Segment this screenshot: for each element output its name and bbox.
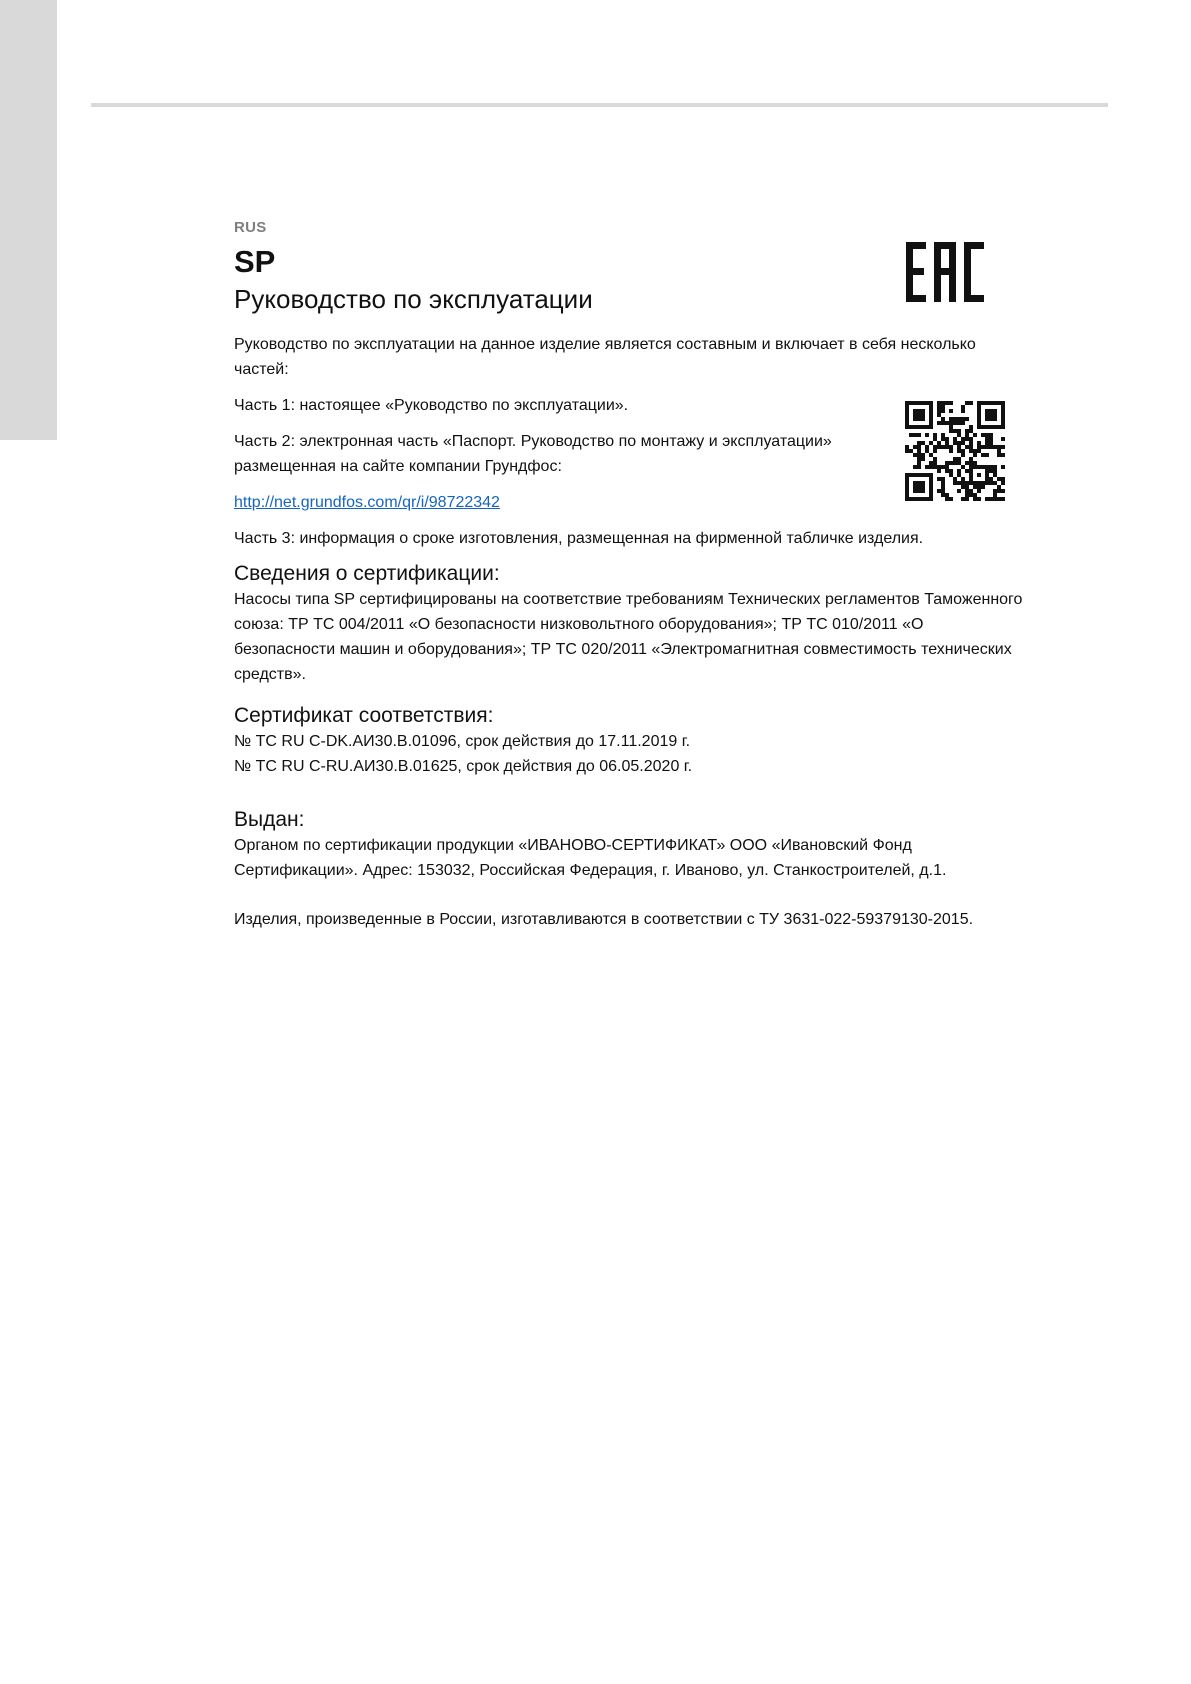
issued-heading: Выдан:: [234, 808, 305, 831]
product-name: SP: [234, 244, 276, 279]
document-body: [234, 332, 1024, 932]
part-2: Часть 2: электронная часть «Паспорт. Руководство по монтажу и эксплуатации» размещенная на сайте компании Грундфос:: [234, 433, 832, 475]
footer-note: Изделия, произведенные в России, изготавливаются в соответствии с ТУ 3631-022-59379130-2015.: [234, 911, 974, 928]
certificate-heading: Сертификат соответствия:: [234, 704, 494, 727]
side-strip: [0, 0, 57, 440]
eac-mark-icon: [906, 242, 984, 307]
certificate-line: № ТС RU C-RU.АИ30.В.01625, срок действия до 06.05.2020 г.: [234, 758, 693, 775]
language-label: RUS: [234, 219, 267, 236]
issued-text: Органом по сертификации продукции «ИВАНОВО-СЕРТИФИКАТ» ООО «Ивановский Фонд Сертификации». Адрес: 153032, Российская Федерация, г. Иваново, ул. Станкостроителей, д.1.: [234, 837, 947, 879]
certificate-line: № ТС RU C-DK.АИ30.В.01096, срок действия до 17.11.2019 г.: [234, 733, 691, 750]
intro-paragraph: Руководство по эксплуатации на данное изделие является составным и включает в себя несколько частей:: [234, 336, 976, 378]
grundfos-link[interactable]: http://net.grundfos.com/qr/i/98722342: [234, 494, 500, 511]
part-1: Часть 1: настоящее «Руководство по эксплуатации».: [234, 397, 629, 414]
certification-heading: Сведения о сертификации:: [234, 562, 500, 585]
part-3: Часть 3: информация о сроке изготовления, размещенная на фирменной табличке изделия.: [234, 530, 924, 547]
top-rule: [91, 103, 1108, 107]
document-title: Руководство по эксплуатации: [234, 284, 593, 314]
certification-text: Насосы типа SP сертифицированы на соответствие требованиям Технических регламентов Таможенного союза: ТР ТС 004/2011 «О безопасности низковольтного оборудования»; ТР ТС 010/2011 «О безопасности машин и оборудования»; ТР ТС 020/2011 «Электромагнитная совместимость технических средств».: [234, 591, 1023, 683]
